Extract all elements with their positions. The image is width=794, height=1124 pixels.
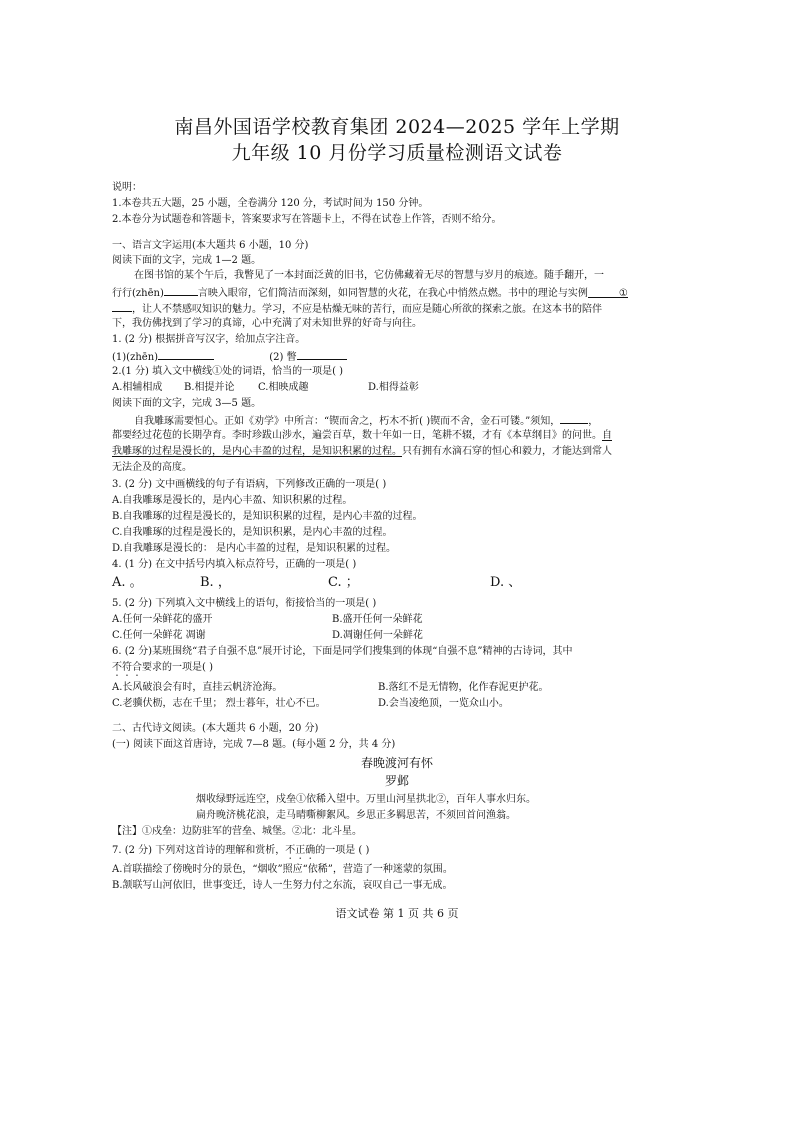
emphasis-incorrect: 不正确	[285, 845, 316, 856]
q3-option-a: A.自我雕琢是漫长的，是内心丰盈、知识积累的过程。	[112, 495, 353, 506]
exam-title-line2: 九年级 10 月份学习质量检测语文试卷	[231, 142, 563, 164]
question-7-end: 的一项是 ( )	[315, 845, 370, 856]
q6-option-d: D.会当凌绝顶，一览众山小。	[378, 698, 509, 709]
passage1-line1: 在图书馆的某个午后，我瞥见了一本封面泛黄的旧书，它仿佛藏着无尽的智慧与岁月的痕迹。随手翻开，一	[134, 270, 604, 281]
reading-prompt-1: 阅读下面的文字，完成 1—2 题。	[112, 255, 262, 266]
q2-option-c: C.相映成趣	[258, 382, 309, 393]
q6-option-c: C.老骥伏枥，志在千里； 烈士暮年，壮心不已。	[112, 698, 326, 709]
passage1-line2-mid: 言映入眼帘，它们简洁而深刻，如同智慧的火花，在我心中悄然点燃。书中的理论与实例	[197, 288, 588, 299]
section2-subsection1: (一) 阅读下面这首唐诗，完成 7—8 题。(每小题 2 分，共 4 分)	[112, 739, 396, 750]
q5-option-c: C.任何一朵鲜花 凋谢	[112, 630, 206, 641]
q3-option-c: C.自我雕琢的过程是漫长的，是知识积累，是内心丰盈的过程。	[112, 527, 393, 538]
q6-option-a: A.长风破浪会有时，直挂云帆济沧海。	[112, 682, 283, 693]
question-1-part-b: (2) 瞥	[269, 352, 297, 363]
passage1-line3-text: ，让人不禁感叹知识的魅力。学习，不应是枯燥无味的苦行，而应是随心所欲的探索之旅。在这本书的陪伴	[132, 304, 602, 315]
passage2-line3	[112, 444, 612, 460]
underlined-sentence-start: 自	[602, 430, 612, 441]
poem-author: 罗邺	[384, 774, 409, 788]
blank-zhen	[164, 284, 198, 296]
instruction-item-2: 2.本卷分为试题卷和答题卡，答案要求写在答题卡上，不得在试卷上作答，否则不给分。	[112, 214, 502, 225]
q4-option-a: A. 。	[112, 575, 143, 590]
q5-option-b: B.盛开任何一朵鲜花	[332, 614, 423, 625]
exam-title-line1: 南昌外国语学校教育集团 2024—2025 学年上学期	[174, 116, 620, 138]
question-5: 5. (2 分) 下列填入文中横线上的语句，衔接恰当的一项是( )	[112, 598, 377, 609]
q7-option-a: A.首联描绘了傍晚时分的景色，“烟收”照应“依稀”，营造了一种迷蒙的氛围。	[112, 864, 453, 875]
question-7-text: 7. (2 分) 下列对这首诗的理解和赏析，	[112, 845, 286, 856]
instruction-item-1: 1.本卷共五大题，25 小题，全卷满分 120 分，考试时间为 150 分钟。	[112, 198, 429, 209]
q3-option-b: B.自我雕琢的过程是漫长的，是知识积累的过程，是内心丰盈的过程。	[112, 511, 423, 522]
q5-option-a: A.任何一朵鲜花的盛开	[112, 614, 213, 625]
reading-prompt-2: 阅读下面的文字，完成 3—5 题。	[112, 398, 262, 409]
instructions-label: 说明：	[112, 182, 142, 193]
underlined-sentence: 我雕琢的过程是漫长的，是内心丰盈的过程，是知识积累的过程。	[112, 446, 402, 457]
passage1-line2-start: 行行(zhēn)	[112, 288, 164, 299]
passage2-line3-text: 只有拥有水滴石穿的恒心和毅力，才能达到常人	[402, 446, 612, 457]
poem-title: 春晚渡河有怀	[360, 756, 433, 770]
q2-option-d: D.相得益彰	[368, 382, 419, 393]
question-1-part-a: (1)(zhēn)	[112, 352, 159, 363]
emphasis-not-comply: 不符合	[112, 662, 142, 673]
passage1-line4: 下，我仿佛找到了学习的真谛，心中充满了对未知世界的好奇与向往。	[112, 318, 422, 329]
passage2-line2	[112, 428, 612, 444]
q5-option-d: D.凋谢任何一朵鲜花	[332, 630, 423, 641]
blank-passage2	[560, 412, 588, 424]
question-6-line1: 6. (2 分)某班围绕“君子自强不息”展开讨论，下面是同学们搜集到的体现“自强不息”精神的古诗词，其中	[112, 646, 573, 657]
question-7	[112, 843, 369, 862]
question-2: 2.(1 分) 填入文中横线①处的词语，恰当的一项是( )	[112, 366, 344, 377]
q4-option-d: D. 、	[490, 575, 522, 590]
poem-line2: 扁舟晚济桃花浪，走马晴嘶柳絮风。乡思正多羁思苦，不须回首问渔翁。	[196, 810, 516, 821]
passage2-line1-text: 自我雕琢需要恒心。正如《劝学》中所言：“锲而舍之，朽木不折( )锲而不舍，金石可镂。”须知，	[134, 416, 561, 427]
question-6-line2	[112, 660, 213, 679]
blank-1-tail	[112, 300, 132, 312]
q7-option-b: B.颔联写山河依旧，世事变迁，诗人一生努力付之东流，哀叹自己一事无成。	[112, 880, 453, 891]
answer-blank-1a	[158, 348, 214, 360]
section2-heading: 二、古代诗文阅读。(本大题共 6 小题，20 分)	[112, 723, 319, 734]
answer-blank-1b	[297, 348, 347, 360]
q2-option-b: B.相提并论	[184, 382, 235, 393]
page-footer: 语文试卷 第 1 页 共 6 页	[335, 907, 459, 920]
q4-option-c: C. ；	[328, 575, 359, 590]
blank-1	[588, 286, 628, 298]
question-3: 3. (2 分) 文中画横线的句子有语病，下列修改正确的一项是( )	[112, 479, 387, 490]
q6-option-b: B.落红不是无情物，化作春泥更护花。	[378, 682, 549, 693]
passage2-line1-end: ，	[588, 416, 599, 427]
question-4: 4. (1 分) 在文中括号内填入标点符号，正确的一项是( )	[112, 559, 357, 570]
poem-note: 【注】①戍垒：边防驻军的营垒、城堡。②北：北斗星。	[112, 826, 362, 837]
passage2-line4: 无法企及的高度。	[112, 462, 192, 473]
blank-1-marker: ①	[618, 288, 628, 299]
q3-option-d: D.自我雕琢是漫长的： 是内心丰盈的过程，是知识积累的过程。	[112, 543, 397, 554]
section1-heading: 一、语言文字运用(本大题共 6 小题，10 分)	[112, 240, 309, 251]
passage2-line2-text: 都要经过花苞的长期孕育。李时珍跋山涉水，遍尝百草，数十年如一日，笔耕不辍，才有《本草纲目》的问世。	[112, 430, 602, 441]
question-1: 1. (2 分) 根据拼音写汉字，给加点字注音。	[112, 334, 306, 345]
q4-option-b: B. ，	[200, 575, 231, 590]
question-6-line2-text: 要求的一项是( )	[142, 662, 213, 673]
poem-line1: 烟收绿野远连空，戍垒①依稀入望中。万里山河星拱北②，百年人事水归东。	[196, 794, 536, 805]
q2-option-a: A.相辅相成	[112, 382, 163, 393]
